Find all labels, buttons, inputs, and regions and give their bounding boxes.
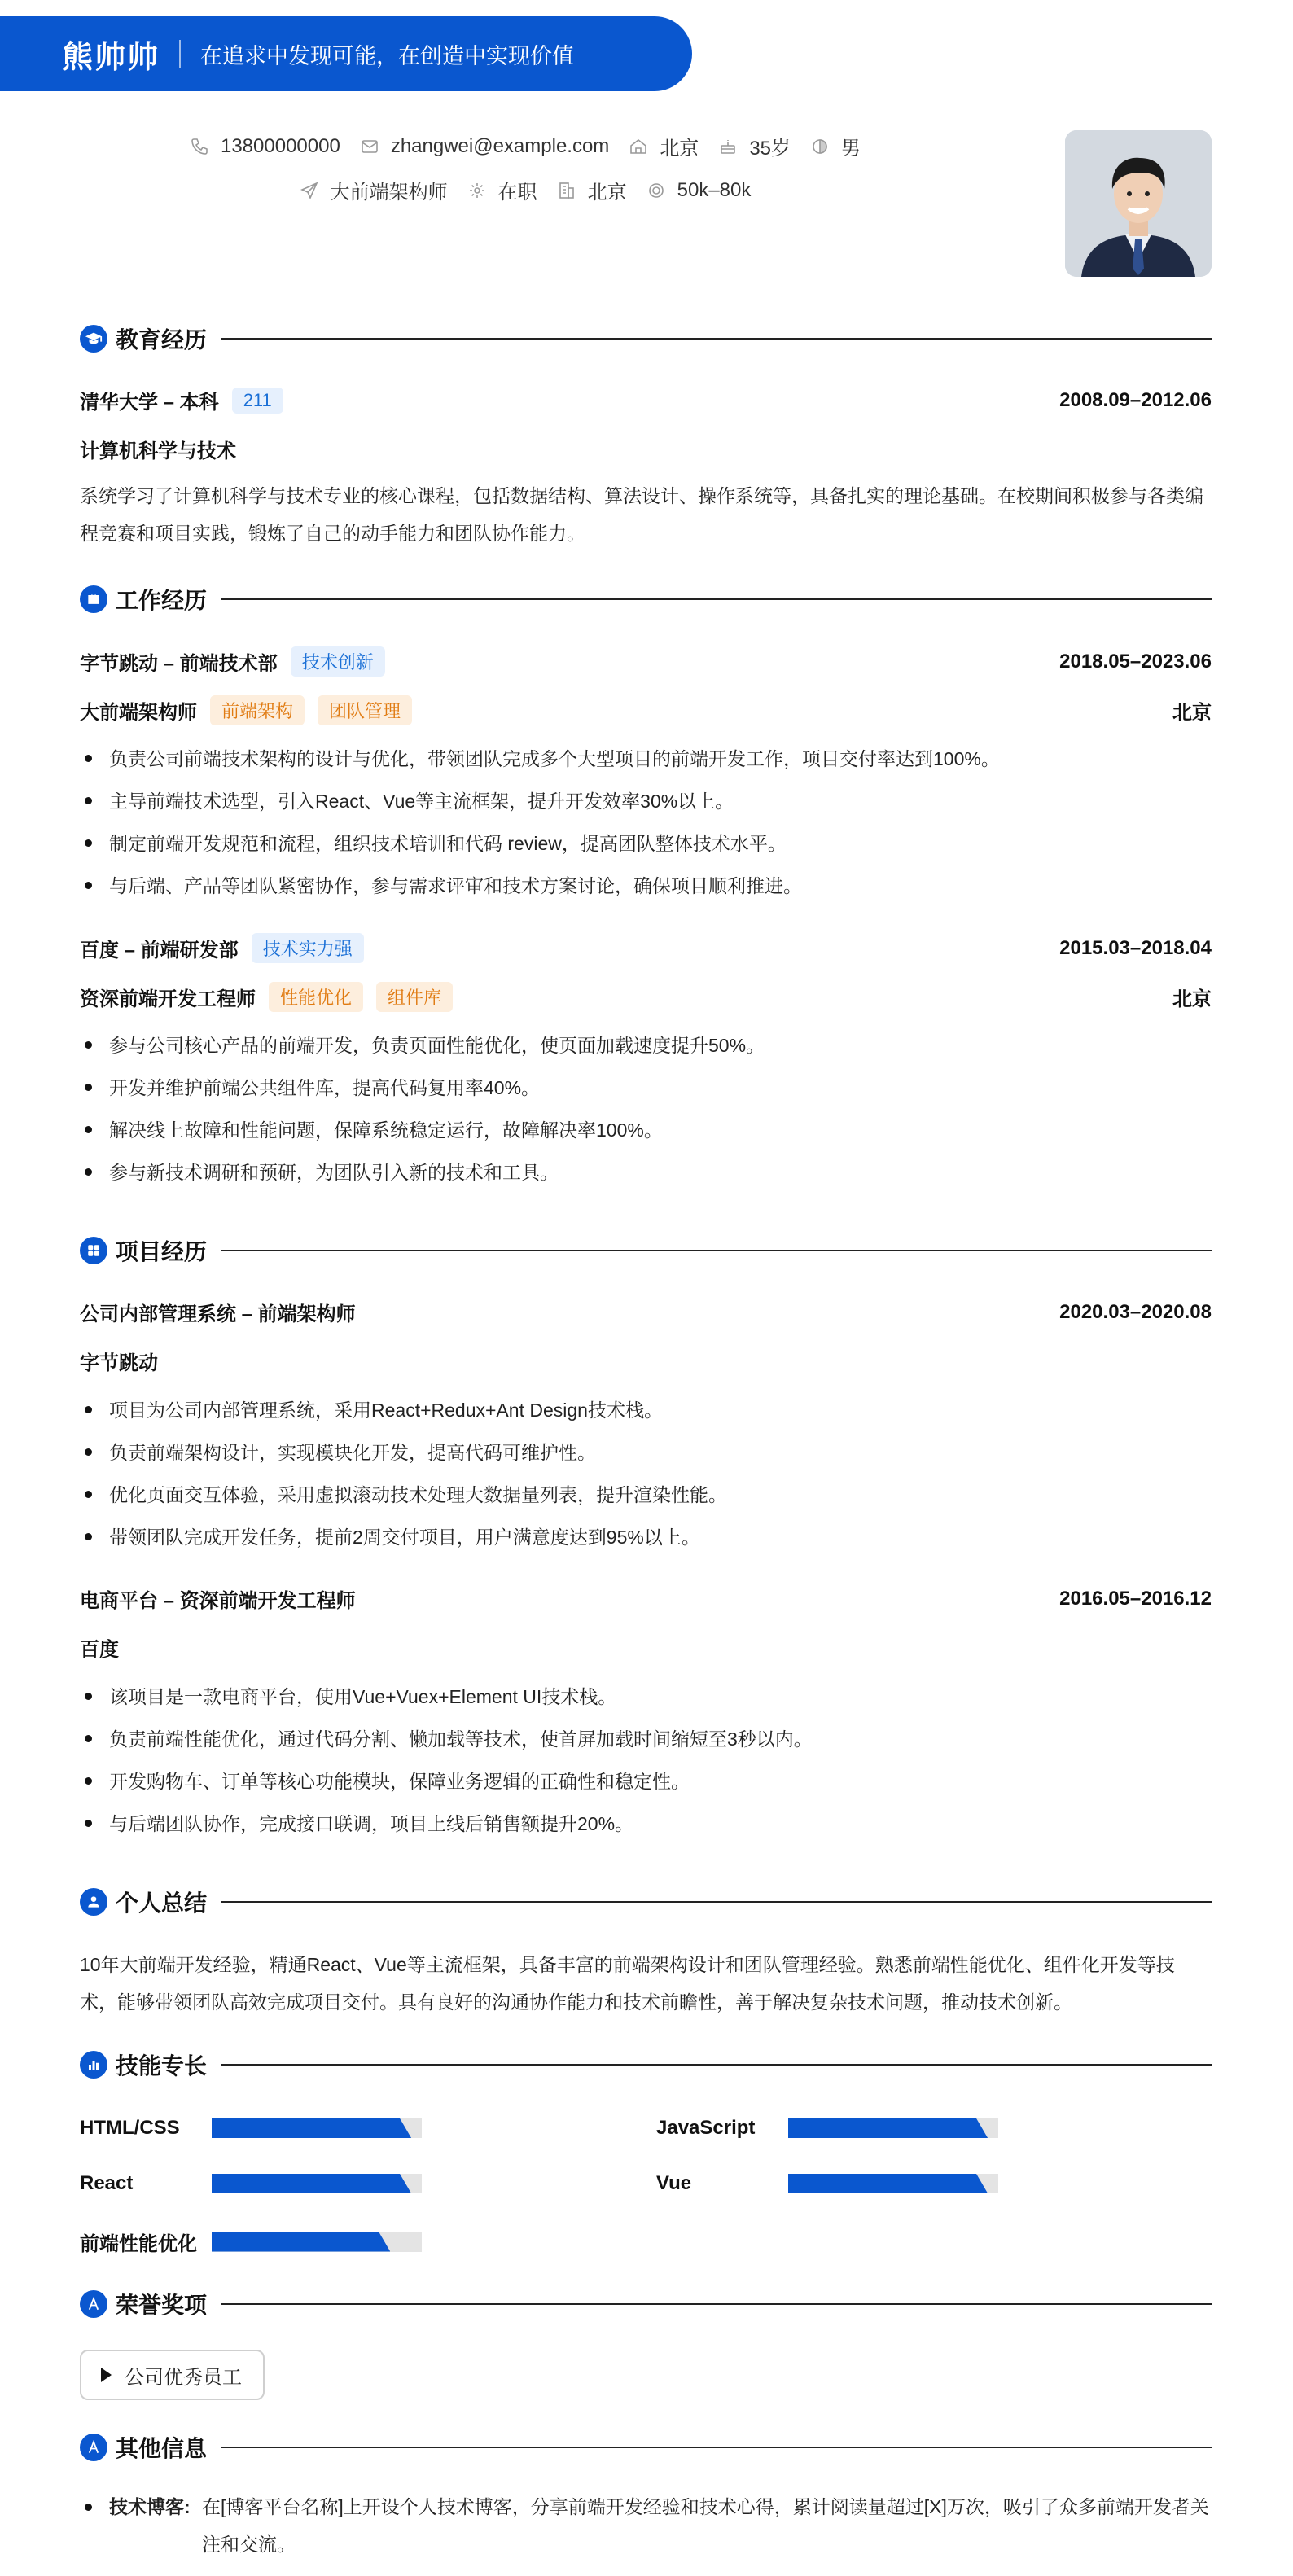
education-date: 2008.09–2012.06 [1059, 388, 1212, 411]
skill-react: React [80, 2172, 422, 2195]
list-item: 负责前端性能优化，通过代码分割、懒加载等技术，使首屏加载时间缩短至3秒以内。 [80, 1718, 1212, 1760]
project-0-org: 字节跳动 [80, 1352, 158, 1374]
section-work: 工作经历 [80, 583, 1212, 616]
work-0-role: 大前端架构师 前端架构 团队管理 北京 [80, 695, 1212, 725]
mail-icon [360, 137, 379, 156]
project-0-header: 公司内部管理系统 – 前端架构师 2020.03–2020.08 [80, 1300, 1212, 1325]
major: 计算机科学与技术 [80, 440, 236, 462]
skill-bar [212, 2232, 422, 2252]
project-0-bullets [80, 1389, 1212, 1558]
bar-chart-icon [80, 2051, 107, 2079]
play-icon [101, 2368, 112, 2382]
list-item: 解决线上故障和性能问题，保障系统稳定运行，故障解决率100%。 [80, 1109, 1212, 1151]
resume-slogan: 在追求中发现可能，在创造中实现价值 [200, 43, 575, 68]
avatar [1065, 130, 1212, 277]
summary-text: 10年大前端开发经验，精通React、Vue等主流框架，具备丰富的前端架构设计和团队管理经验。熟悉前端性能优化、组件化开发等技术，能够带领团队高效完成项目交付。具有良好的沟通协作能力和技术前瞻性，善于解决复杂技术问题，推动技术创新。 [80, 1954, 1175, 2013]
work-0-header: 字节跳动 – 前端技术部 技术创新 2018.05–2023.06 [80, 646, 1212, 677]
contact-gender: 男 [810, 132, 861, 160]
honor-item: 公司优秀员工 [80, 2350, 265, 2400]
contact-email: zhangwei@example.com [360, 135, 610, 158]
building-icon [557, 181, 576, 200]
skill-javascript: JavaScript [656, 2117, 998, 2140]
work-1-header: 百度 – 前端研发部 技术实力强 2015.03–2018.04 [80, 933, 1212, 963]
list-item: 参与公司核心产品的前端开发，负责页面性能优化，使页面加载速度提升50%。 [80, 1024, 1212, 1067]
skill-performance: 前端性能优化 [80, 2228, 422, 2256]
project-1-header: 电商平台 – 资深前端开发工程师 2016.05–2016.12 [80, 1587, 1212, 1612]
banner-divider [179, 40, 181, 68]
skill-bar [212, 2118, 422, 2138]
phone-icon [190, 137, 209, 156]
list-item: 带领团队完成开发任务，提前2周交付项目，用户满意度达到95%以上。 [80, 1516, 1212, 1558]
grid-icon [80, 1237, 107, 1264]
list-item: 开发购物车、订单等核心功能模块，保障业务逻辑的正确性和稳定性。 [80, 1760, 1212, 1803]
award-icon [80, 2290, 107, 2318]
home-icon [629, 137, 648, 156]
gear-icon [467, 181, 487, 200]
school-name: 清华大学 – 本科 [80, 392, 219, 414]
info-icon [80, 2434, 107, 2461]
section-summary: 个人总结 [80, 1886, 1212, 1918]
skill-bar [212, 2174, 422, 2193]
list-item: 开发并维护前端公共组件库，提高代码复用率40%。 [80, 1067, 1212, 1109]
skill-bar [788, 2174, 998, 2193]
list-item: 制定前端开发规范和流程，组织技术培训和代码 review，提高团队整体技术水平。 [80, 822, 1212, 865]
list-item: 与后端团队协作，完成接口联调，项目上线后销售额提升20%。 [80, 1803, 1212, 1845]
education-header [80, 386, 1212, 414]
education-description: 系统学习了计算机科学与技术专业的核心课程，包括数据结构、算法设计、操作系统等，具备扎实的理论基础。在校期间积极参与各类编程竞赛和项目实践，锻炼了自己的动手能力和团队协作能力。 [80, 485, 1203, 544]
skill-vue: Vue [656, 2172, 998, 2195]
user-icon [80, 1888, 107, 1916]
coin-icon [646, 181, 666, 200]
section-projects: 项目经历 [80, 1234, 1212, 1267]
contact-salary: 50k–80k [646, 179, 752, 202]
work-0-bullets [80, 738, 1212, 907]
list-item: 优化页面交互体验，采用虚拟滚动技术处理大数据量列表，提升渲染性能。 [80, 1474, 1212, 1516]
section-other: 其他信息 [80, 2431, 1212, 2464]
contact-status: 在职 [467, 176, 537, 204]
list-item: 项目为公司内部管理系统，采用React+Redux+Ant Design技术栈。 [80, 1389, 1212, 1431]
contact-age: 35岁 [718, 132, 791, 160]
skill-bar [788, 2118, 998, 2138]
briefcase-icon [80, 585, 107, 613]
list-item: 与后端、产品等团队紧密协作，参与需求评审和技术方案讨论，确保项目顺利推进。 [80, 865, 1212, 907]
contact-location: 北京 [629, 132, 699, 160]
send-icon [300, 181, 319, 200]
skill-html-css: HTML/CSS [80, 2117, 422, 2140]
contact-row-2 [0, 176, 1050, 204]
section-skills: 技能专长 [80, 2048, 1212, 2081]
section-honors: 荣誉奖项 [80, 2288, 1212, 2320]
header-banner [0, 16, 692, 91]
contact-row-1 [0, 132, 1050, 160]
list-item: 参与新技术调研和预研，为团队引入新的技术和工具。 [80, 1151, 1212, 1194]
work-1-role: 资深前端开发工程师 性能优化 组件库 北京 [80, 982, 1212, 1012]
list-item: 负责公司前端技术架构的设计与优化，带领团队完成多个大型项目的前端开发工作，项目交付率达到100%。 [80, 738, 1212, 780]
project-1-org: 百度 [80, 1639, 119, 1661]
list-item: 该项目是一款电商平台，使用Vue+Vuex+Element UI技术栈。 [80, 1676, 1212, 1718]
school-tag: 211 [232, 388, 283, 414]
list-item: 负责前端架构设计，实现模块化开发，提高代码可维护性。 [80, 1431, 1212, 1474]
section-education: 教育经历 [80, 322, 1212, 355]
list-item: 主导前端技术选型，引入React、Vue等主流框架，提升开发效率30%以上。 [80, 780, 1212, 822]
cake-icon [718, 137, 738, 156]
contact-position: 大前端架构师 [300, 176, 448, 204]
project-1-bullets [80, 1676, 1212, 1845]
contact-phone: 13800000000 [190, 135, 340, 158]
graduation-cap-icon [80, 325, 107, 353]
gender-icon [810, 137, 830, 156]
work-1-bullets [80, 1024, 1212, 1194]
education-major-row [80, 435, 1212, 463]
contact-city: 北京 [557, 176, 627, 204]
resume-name: 熊帅帅 [62, 40, 160, 75]
